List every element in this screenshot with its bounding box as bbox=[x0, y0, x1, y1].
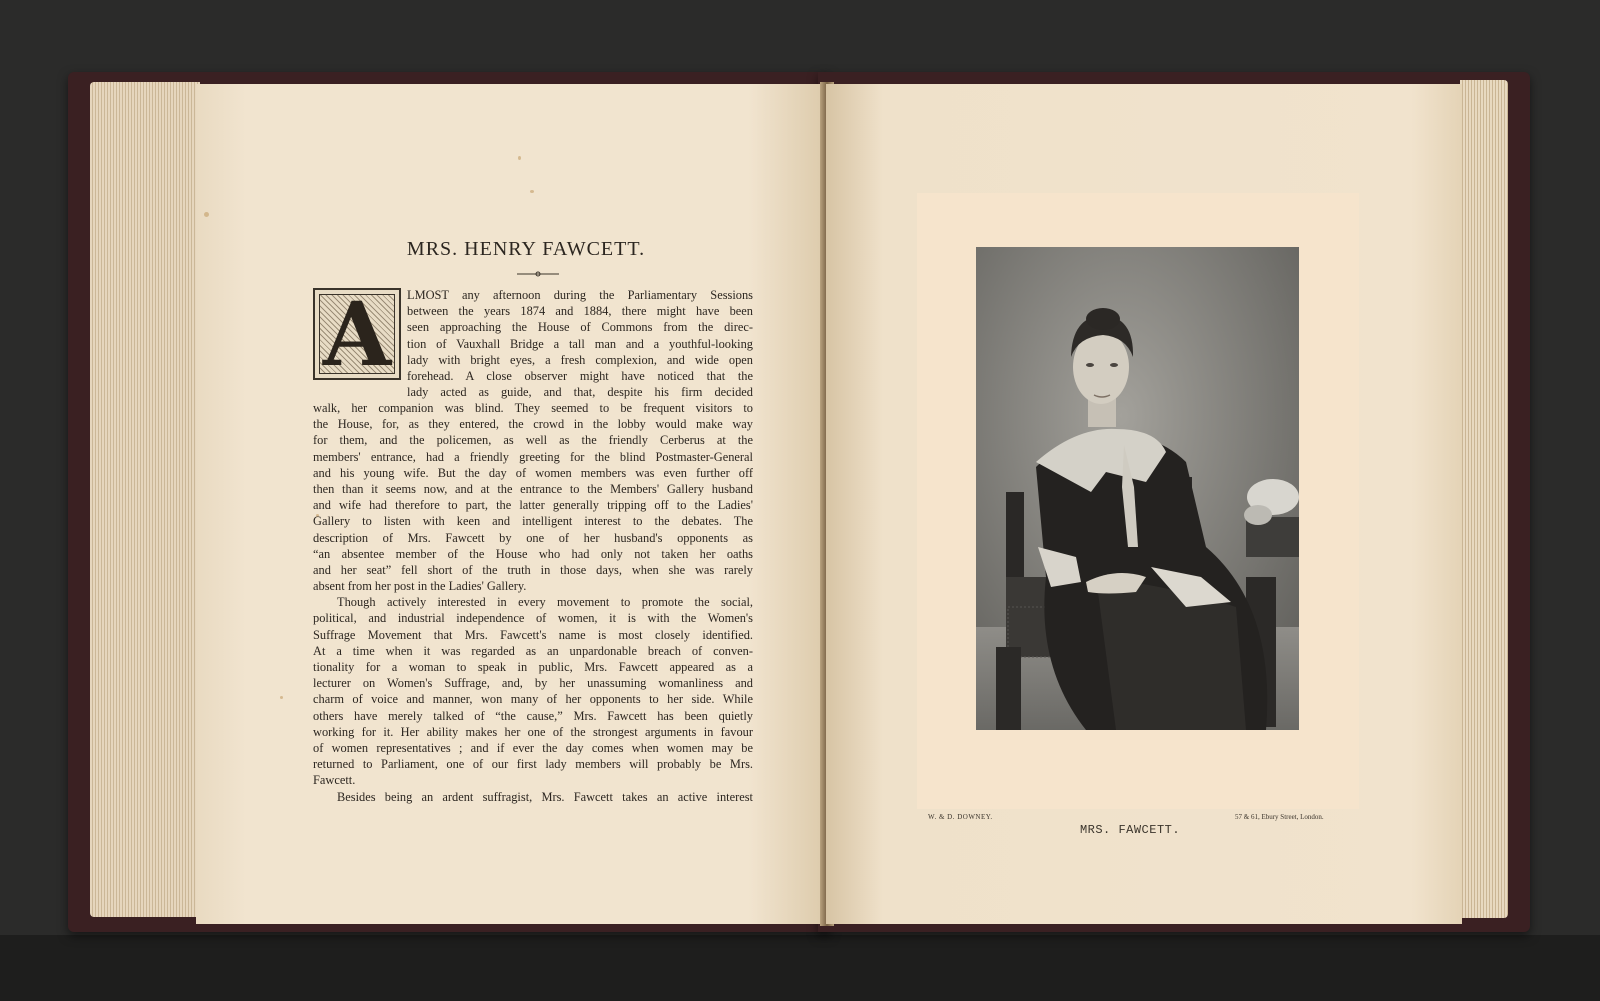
text-line: lecturer on Women's Suffrage, and, by her unassuming womanliness and bbox=[313, 676, 753, 691]
article-narrow-block bbox=[407, 287, 753, 400]
text-line: absent from her post in the Ladies' Gallery. bbox=[313, 579, 527, 594]
text-line: “an absentee member of the House who had only not taken her oaths bbox=[313, 546, 753, 561]
text-line: others have merely talked of “the cause,” Mrs. Fawcett has been quietly bbox=[313, 708, 753, 723]
text-line: and his young wife. But the day of women members was even further off bbox=[313, 465, 753, 480]
background-floor bbox=[0, 935, 1600, 1001]
text-line: lady with bright eyes, a fresh complexion, and wide open bbox=[407, 352, 753, 367]
text-line: Suffrage Movement that Mrs. Fawcett's name is most closely identified. bbox=[313, 627, 753, 642]
text-line: working for it. Her ability makes her one of the strongest arguments in favour bbox=[313, 724, 753, 739]
text-line: political, and industrial independence of women, it is with the Women's bbox=[313, 611, 753, 626]
photo-caption: MRS. FAWCETT. bbox=[1079, 823, 1181, 837]
text-line: walk, her companion was blind. They seemed to be frequent visitors to bbox=[313, 401, 753, 415]
text-line: tion of Vauxhall Bridge a tall man and a youthful-looking bbox=[407, 336, 753, 351]
page-title: MRS. HENRY FAWCETT. bbox=[406, 238, 646, 260]
text-line: charm of voice and manner, won many of her opponents to her side. While bbox=[313, 692, 753, 707]
portrait-photograph bbox=[976, 247, 1299, 730]
text-line: At a time when it was regarded as an unpardonable breach of conven- bbox=[313, 643, 753, 658]
text-line: between the years 1874 and 1884, there might have been bbox=[407, 304, 753, 319]
page-edges-left bbox=[90, 82, 200, 917]
text-line: Gallery to listen with keen and intelligent interest to the debates. The bbox=[313, 514, 753, 529]
text-line: Though actively interested in every movement to promote the social, bbox=[337, 595, 753, 610]
text-line: and wife had therefore to part, the latter generally tripping off to the Ladies' bbox=[313, 498, 753, 513]
text-line: LMOST any afternoon during the Parliamentary Sessions bbox=[407, 288, 753, 302]
text-line: the House, for, as they entered, the crowd in the lobby would make way bbox=[313, 417, 753, 432]
title-ornament bbox=[517, 271, 559, 277]
text-line: forehead. A close observer might have noticed that the bbox=[407, 368, 753, 383]
article-full-block bbox=[313, 400, 753, 805]
text-line: lady acted as guide, and that, despite his firm decided bbox=[407, 385, 753, 400]
text-line: members' entrance, had a friendly greeting for the blind Postmaster-General bbox=[313, 449, 753, 464]
text-line: then than it seems now, and at the entrance to the Members' Gallery husband bbox=[313, 481, 753, 496]
text-line: returned to Parliament, one of our first lady members will probably be Mrs. bbox=[313, 757, 753, 772]
photographer-credit: W. & D. DOWNEY. bbox=[928, 813, 993, 821]
text-line: tionality for a woman to speak in public, Mrs. Fawcett appeared as a bbox=[313, 660, 753, 674]
studio-address: 57 & 61, Ebury Street, London. bbox=[1235, 813, 1324, 821]
text-line: Fawcett. bbox=[313, 773, 356, 788]
text-line: seen approaching the House of Commons from the direc- bbox=[407, 320, 753, 335]
text-line: description of Mrs. Fawcett by one of her husband's opponents as bbox=[313, 530, 753, 545]
text-line: for them, and the policemen, as well as the friendly Cerberus at the bbox=[313, 433, 753, 448]
text-line: and her seat” fell short of the truth in those days, when she was rarely bbox=[313, 562, 753, 577]
page-edges-right bbox=[1460, 80, 1508, 918]
text-line: Besides being an ardent suffragist, Mrs. Fawcett takes an active interest bbox=[337, 789, 753, 804]
drop-cap: A bbox=[313, 288, 401, 380]
text-line: of women representatives ; and if ever the day comes when women may be bbox=[313, 740, 753, 755]
